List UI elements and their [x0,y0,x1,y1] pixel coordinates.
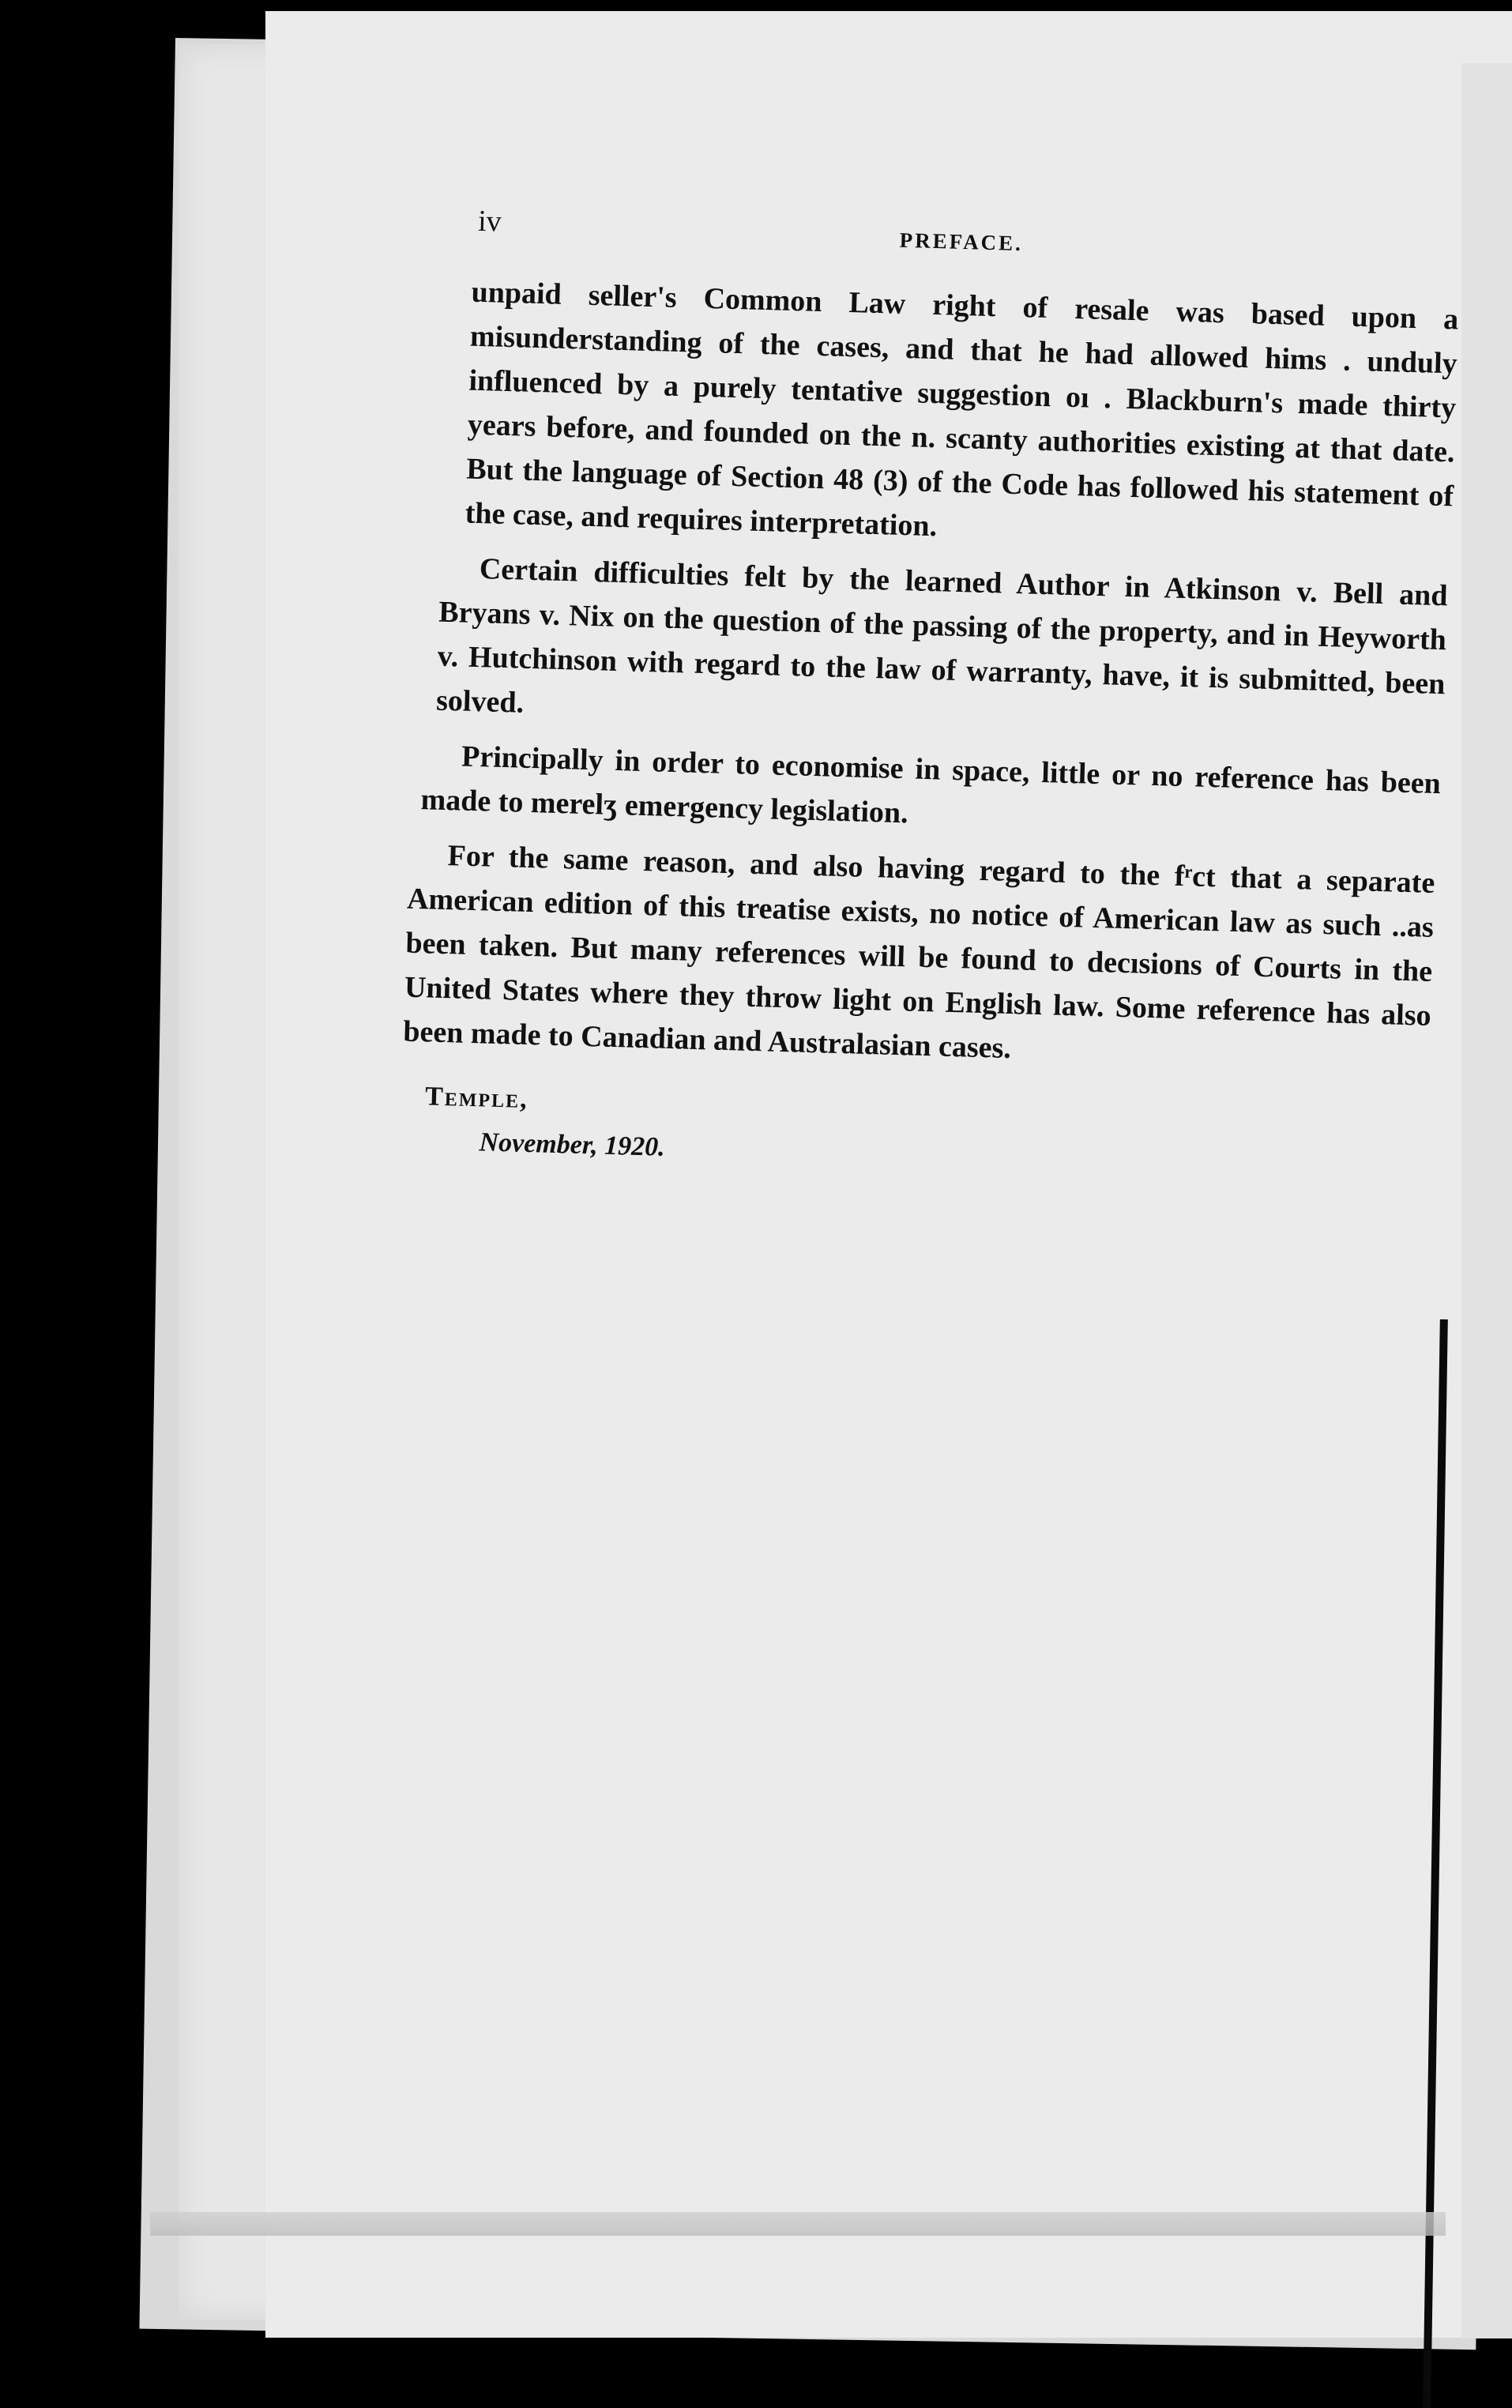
page-content [400,198,1459,1191]
paragraph-4: For the same reason, and also having regard to the fʳct that a separate American edition of this treatise exists, no notice of American law as such ..as been taken. But many references will be found to decısions of Courts in the United States where they throw light on English law. Some reference has also been made to Canadian and Australasian cases. [402,839,1435,1066]
paragraph-2: Certain difficulties felt by the learned Author in Atkinson v. Bell and Bryans v. Nix on the question of the passing of the property, and in Heyworth v. Hutchinson with regard to the law of warranty, have, it is submitted, been solved. [435,552,1449,720]
page-bottom-edge [150,2212,1446,2236]
signature-date: November, 1920. [479,1127,666,1162]
signature-place: Temple, [424,1082,529,1115]
running-head: PREFACE. [899,228,1024,256]
page-number: iv [477,204,502,239]
adjacent-page-edge [1461,63,1512,2338]
paragraph-3: Principally in order to economise in space, little or no reference has been made to merelʒ emergency legislation. [420,739,1442,830]
paragraph-1: unpaid seller's Common Law right of resale was based upon a misunderstanding of the cases, and that he had allowed hims . unduly influenced by a purely tentative suggestion oı . Blackburn's made thirty years before, and founded on the n. scanty authorities existing at that date. But the language of Section 48 (3) of the Code has followed his statement of the case, and requires interpretation. [465,275,1459,544]
